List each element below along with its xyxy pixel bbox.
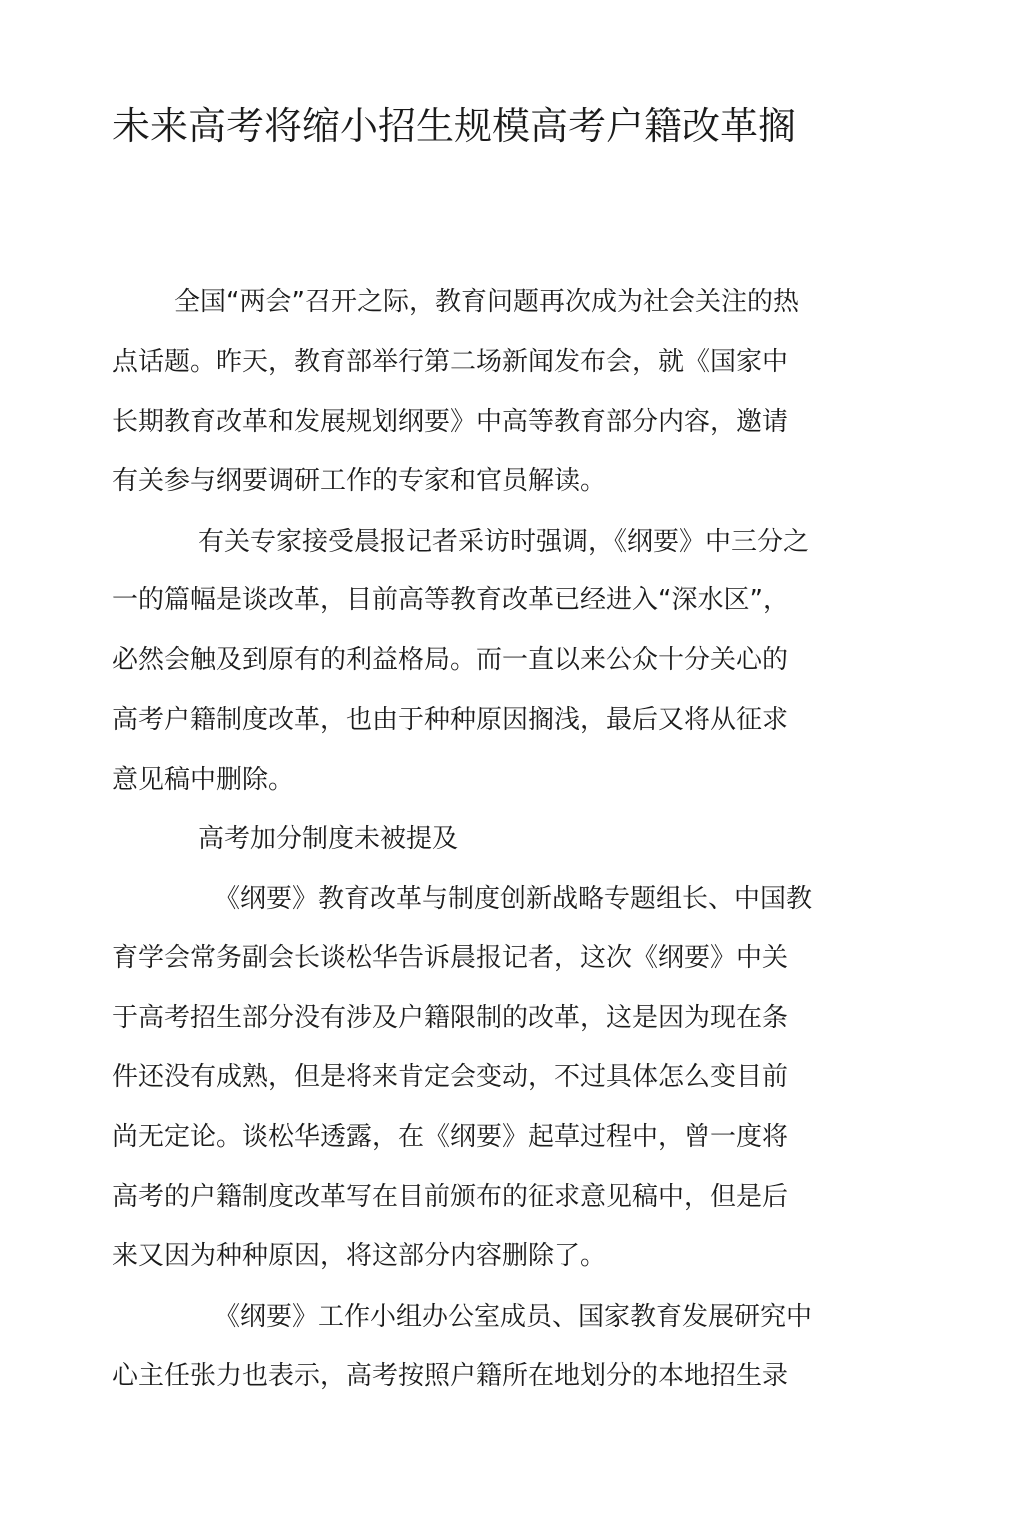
body-line: 一的篇幅是谈改革，目前高等教育改革已经进入“深水区”， <box>112 585 789 615</box>
body-line: 有关专家接受晨报记者采访时强调，《纲要》中三分之 <box>198 527 810 557</box>
body-line: 《纲要》工作小组办公室成员、国家教育发展研究中 <box>214 1302 813 1332</box>
body-line: 必然会触及到原有的利益格局。而一直以来公众十分关心的 <box>112 645 789 675</box>
body-line: 心主任张力也表示，高考按照户籍所在地划分的本地招生录 <box>112 1361 789 1391</box>
body-line: 尚无定论。谈松华透露，在《纲要》起草过程中，曾一度将 <box>112 1122 789 1152</box>
body-line: 于高考招生部分没有涉及户籍限制的改革，这是因为现在条 <box>112 1003 789 1033</box>
body-line: 高考的户籍制度改革写在目前颁布的征求意见稿中，但是后 <box>112 1182 789 1212</box>
body-line: 件还没有成熟，但是将来肯定会变动，不过具体怎么变目前 <box>112 1062 789 1092</box>
body-line: 意见稿中删除。 <box>112 765 295 795</box>
body-line: 长期教育改革和发展规划纲要》中高等教育部分内容，邀请 <box>112 407 789 437</box>
document-title: 未来高考将缩小招生规模高考户籍改革搁 <box>112 104 797 148</box>
section-heading: 高考加分制度未被提及 <box>198 824 459 854</box>
body-line: 育学会常务副会长谈松华告诉晨报记者，这次《纲要》中关 <box>112 943 789 973</box>
body-line: 高考户籍制度改革，也由于种种原因搁浅，最后又将从征求 <box>112 705 789 735</box>
body-line: 点话题。昨天，教育部举行第二场新闻发布会，就《国家中 <box>112 347 789 377</box>
body-line: 《纲要》教育改革与制度创新战略专题组长、中国教 <box>214 884 813 914</box>
body-line: 全国“两会”召开之际，教育问题再次成为社会关注的热 <box>174 287 799 317</box>
body-line: 有关参与纲要调研工作的专家和官员解读。 <box>112 466 607 496</box>
body-line: 来又因为种种原因，将这部分内容删除了。 <box>112 1241 607 1271</box>
